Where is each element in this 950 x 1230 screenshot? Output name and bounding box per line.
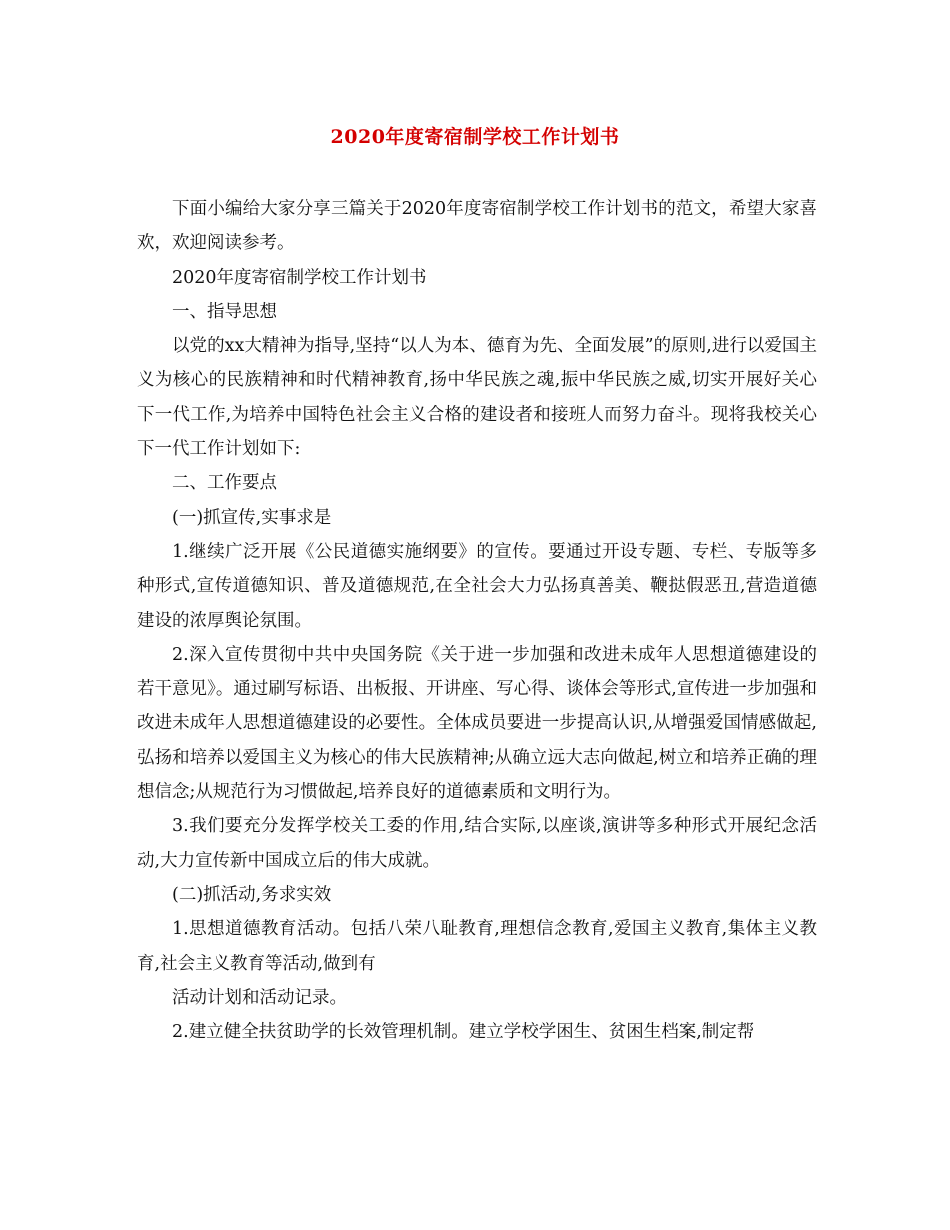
paragraph: (一)抓宣传,实事求是 [172, 507, 332, 528]
paragraph: 二、工作要点 [172, 473, 277, 494]
paragraph: 活动计划和活动记录。 [172, 987, 347, 1008]
paragraph: 2020年度寄宿制学校工作计划书 [172, 267, 427, 288]
paragraph: 以党的xx大精神为指导,坚持“以人为本、德育为先、全面发展”的原则,进行以爱国主义为核心的民族精神和时代精神教育,扬中华民族之魂,振中华民族之威,切实开展好关心下一代工作,为培养中国特色社会主义合格的建设者和接班人而努力奋斗。现将我校关心下一代工作计划如下: [137, 336, 817, 460]
paragraph: 1.思想道德教育活动。包括八荣八耻教育,理想信念教育,爱国主义教育,集体主义教育,社会主义教育等活动,做到有 [137, 919, 817, 974]
paragraph: 3.我们要充分发挥学校关工委的作用,结合实际,以座谈,演讲等多种形式开展纪念活动,大力宣传新中国成立后的伟大成就。 [137, 816, 817, 871]
paragraph: 2.建立健全扶贫助学的长效管理机制。建立学校学困生、贫困生档案,制定帮 [172, 1022, 755, 1043]
document-body [137, 192, 817, 1049]
paragraph: 一、指导思想 [172, 301, 277, 322]
paragraph: (二)抓活动,务求实效 [172, 884, 332, 905]
paragraph: 下面小编给大家分享三篇关于2020年度寄宿制学校工作计划书的范文，希望大家喜欢，欢迎阅读参考。 [137, 199, 817, 254]
paragraph: 2.深入宣传贯彻中共中央国务院《关于进一步加强和改进未成年人思想道德建设的若干意见》。通过刷写标语、出板报、开讲座、写心得、谈体会等形式,宣传进一步加强和改进未成年人思想道德建设的必要性。全体成员要进一步提高认识,从增强爱国情感做起,弘扬和培养以爱国主义为核心的伟大民族精神;从确立远大志向做起,树立和培养正确的理想信念;从规范行为习惯做起,培养良好的道德素质和文明行为。 [137, 644, 817, 803]
document-title: 2020年度寄宿制学校工作计划书 [330, 126, 620, 148]
paragraph: 1.继续广泛开展《公民道德实施纲要》的宣传。要通过开设专题、专栏、专版等多种形式,宣传道德知识、普及道德规范,在全社会大力弘扬真善美、鞭挞假恶丑,营造道德建设的浓厚舆论氛围。 [137, 541, 817, 631]
